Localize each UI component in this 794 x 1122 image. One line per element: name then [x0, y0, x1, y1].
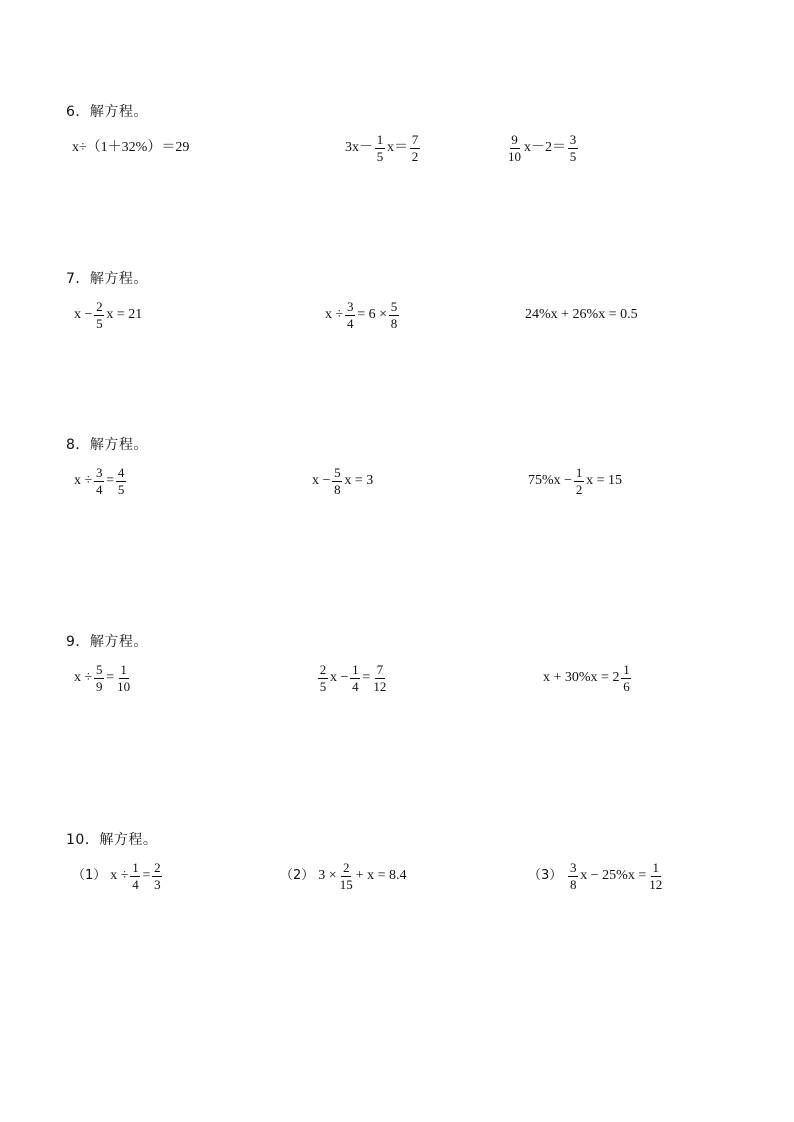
equation	[74, 658, 133, 698]
equation-text: x −	[312, 473, 331, 488]
equation	[345, 128, 422, 168]
equation-text: =	[362, 670, 371, 685]
fraction-numerator: 7	[376, 661, 384, 677]
problem-8	[0, 437, 794, 607]
fraction-numerator: 1	[652, 859, 659, 875]
fraction-denominator: 12	[649, 876, 663, 892]
fraction-denominator: 9	[95, 678, 103, 694]
equation-text: = 6 ×	[357, 307, 387, 322]
sub-question-label: （1）	[72, 868, 107, 883]
fraction-numerator: 1	[623, 661, 630, 677]
fraction	[332, 466, 342, 497]
problem-heading: 7．解方程。	[66, 271, 148, 287]
fraction-numerator: 2	[96, 298, 103, 314]
equation-text: x + 30%x = 2	[543, 670, 620, 685]
fraction-numerator: 4	[117, 464, 125, 480]
equation-text: =	[106, 670, 115, 685]
problem-7	[0, 271, 794, 441]
fraction-denominator: 6	[623, 678, 630, 694]
fraction	[152, 861, 162, 892]
fraction-numerator: 1	[376, 131, 384, 147]
equation-text: x −	[330, 670, 349, 685]
equation-text: 3 ×	[318, 868, 337, 883]
fraction-denominator: 8	[390, 315, 398, 331]
fraction-numerator: 1	[575, 464, 583, 480]
fraction-denominator: 8	[334, 481, 341, 497]
fraction	[350, 663, 360, 694]
fraction	[345, 300, 355, 331]
equation-text: =	[106, 473, 115, 488]
equation	[528, 461, 622, 501]
problem-heading: 8．解方程。	[66, 437, 148, 453]
sub-question-label: （2）	[280, 868, 315, 883]
fraction-numerator: 1	[352, 661, 359, 677]
equation-text: x ÷	[74, 670, 93, 685]
fraction-numerator: 2	[319, 661, 327, 677]
fraction-numerator: 5	[390, 298, 398, 314]
equation-text: 3x－	[345, 140, 373, 155]
equation	[312, 461, 373, 501]
fraction	[574, 466, 584, 497]
fraction-numerator: 5	[334, 464, 341, 480]
fraction-denominator: 4	[132, 876, 139, 892]
fraction-numerator: 5	[95, 661, 103, 677]
equation	[72, 128, 189, 168]
fraction	[648, 861, 663, 892]
fraction-numerator: 1	[120, 661, 127, 677]
equation	[74, 461, 128, 501]
fraction-denominator: 5	[569, 148, 577, 164]
fraction-denominator: 5	[117, 481, 125, 497]
fraction-numerator: 7	[411, 131, 419, 147]
fraction	[568, 861, 578, 892]
fraction-denominator: 2	[575, 481, 583, 497]
equation	[543, 658, 633, 698]
fraction-denominator: 4	[95, 481, 103, 497]
fraction	[621, 663, 631, 694]
equation	[325, 295, 401, 335]
problem-heading: 9．解方程。	[66, 634, 148, 650]
equation-text: x −	[74, 307, 93, 322]
fraction-denominator: 12	[373, 678, 387, 694]
equation	[280, 856, 406, 896]
equation-text: x－2＝	[524, 140, 566, 155]
fraction-numerator: 9	[511, 131, 518, 147]
fraction-denominator: 10	[117, 678, 131, 694]
equation-text: x ÷	[325, 307, 344, 322]
fraction	[375, 133, 385, 164]
fraction-denominator: 10	[508, 148, 521, 164]
fraction-numerator: 3	[570, 859, 577, 875]
fraction-numerator: 2	[342, 859, 350, 875]
fraction-denominator: 4	[346, 315, 354, 331]
fraction-denominator: 3	[154, 876, 161, 892]
equation-text: x = 3	[344, 473, 374, 488]
equation	[505, 128, 580, 168]
equation	[316, 658, 389, 698]
equation	[525, 295, 638, 335]
equation	[528, 856, 665, 896]
equation-text: 75%x −	[528, 473, 573, 488]
fraction	[116, 466, 126, 497]
fraction-denominator: 5	[376, 148, 384, 164]
equation-text: x÷（1＋32%）＝29	[72, 140, 190, 155]
equation-text: 24%x + 26%x = 0.5	[525, 307, 638, 322]
fraction	[94, 466, 104, 497]
equation-text: x = 15	[586, 473, 622, 488]
fraction	[318, 663, 328, 694]
fraction-denominator: 8	[570, 876, 577, 892]
fraction	[339, 861, 354, 892]
equation-text: x ÷	[74, 473, 93, 488]
sub-question-label: （3）	[528, 868, 563, 883]
fraction-denominator: 5	[319, 678, 327, 694]
fraction	[389, 300, 399, 331]
equation	[72, 856, 164, 896]
fraction-numerator: 3	[346, 298, 354, 314]
fraction	[116, 663, 131, 694]
fraction-denominator: 5	[96, 315, 103, 331]
fraction	[94, 300, 104, 331]
problem-heading: 10．解方程。	[66, 832, 158, 848]
fraction-denominator: 2	[411, 148, 419, 164]
fraction-denominator: 15	[339, 876, 353, 892]
fraction	[94, 663, 104, 694]
fraction-numerator: 3	[569, 131, 577, 147]
problem-6	[0, 104, 794, 274]
fraction	[568, 133, 578, 164]
fraction	[372, 663, 387, 694]
equation	[74, 295, 142, 335]
fraction	[410, 133, 420, 164]
problem-10	[0, 832, 794, 1002]
fraction	[130, 861, 140, 892]
equation-text: =	[142, 868, 151, 883]
fraction-numerator: 2	[154, 859, 161, 875]
equation-text: x − 25%x =	[580, 868, 647, 883]
problem-heading: 6．解方程。	[66, 104, 148, 120]
equation-text: x ÷	[110, 868, 129, 883]
fraction	[507, 133, 522, 164]
problem-9	[0, 634, 794, 804]
fraction-numerator: 3	[95, 464, 103, 480]
equation-text: x＝	[387, 140, 408, 155]
equation-text: + x = 8.4	[355, 868, 407, 883]
equation-text: x = 21	[106, 307, 143, 322]
fraction-denominator: 4	[352, 678, 359, 694]
fraction-numerator: 1	[132, 859, 139, 875]
